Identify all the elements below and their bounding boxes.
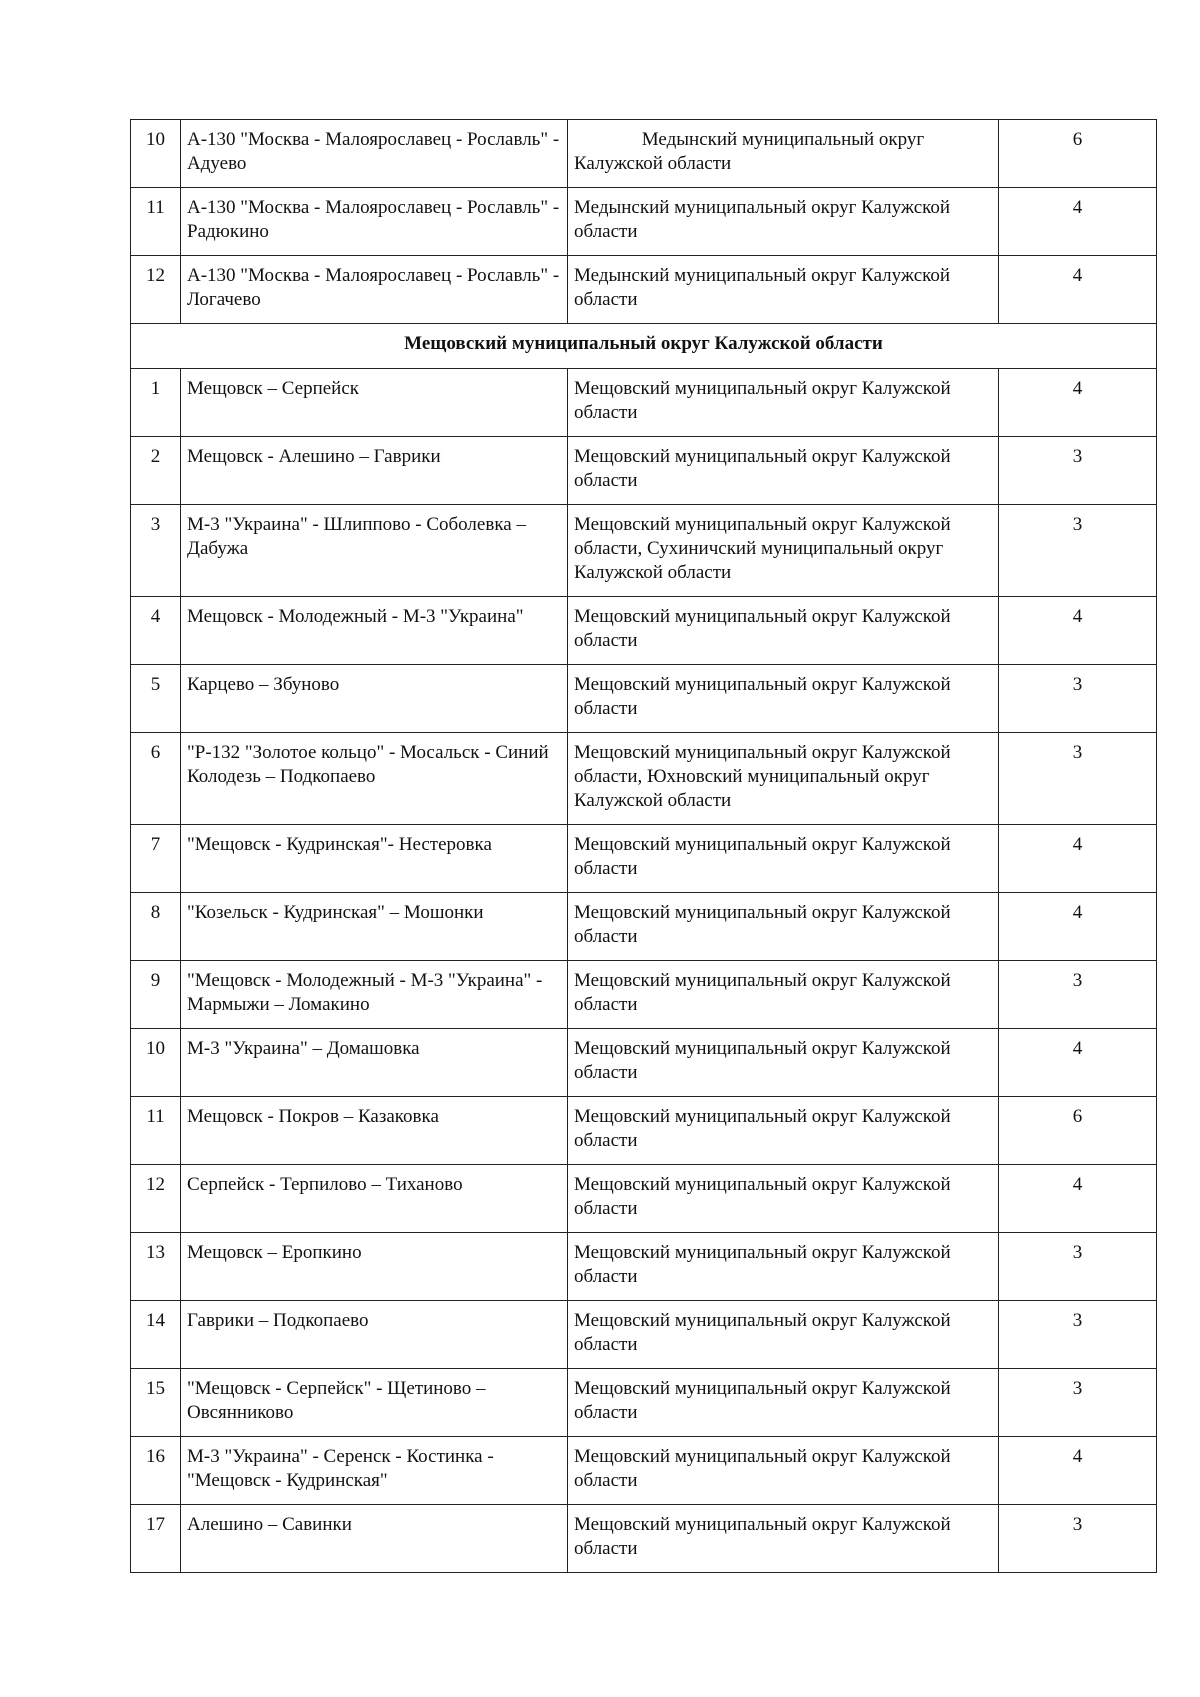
road-value: 3 [999,1233,1157,1301]
road-value: 3 [999,1301,1157,1369]
row-number: 10 [131,1029,181,1097]
road-value: 4 [999,188,1157,256]
route-name: Мещовск – Еропкино [181,1233,568,1301]
section-row [131,324,1157,369]
road-value: 3 [999,733,1157,825]
table-row [131,597,1157,665]
route-name: Гаврики – Подкопаево [181,1301,568,1369]
table-row [131,1369,1157,1437]
row-number: 6 [131,733,181,825]
road-value: 4 [999,825,1157,893]
section-title: Мещовский муниципальный округ Калужской области [131,324,1157,369]
road-value: 3 [999,1505,1157,1573]
district-line: Медынский муниципальный округ [641,129,925,150]
route-name: М-3 "Украина" - Серенск - Костинка - "Мещовск - Кудринская" [181,1437,568,1505]
route-name: М-3 "Украина" - Шлиппово - Соболевка – Дабужа [181,505,568,597]
district-cell: Мещовский муниципальный округ Калужской области [568,1369,999,1437]
table-row [131,120,1157,188]
route-name: Мещовск - Алешино – Гаврики [181,437,568,505]
route-name: Серпейск - Терпилово – Тиханово [181,1165,568,1233]
table-row [131,188,1157,256]
route-name: Мещовск - Молодежный - М-3 "Украина" [181,597,568,665]
route-name: Алешино – Савинки [181,1505,568,1573]
table-row [131,1097,1157,1165]
route-name: "Мещовск - Молодежный - М-3 "Украина" - Мармыжи – Ломакино [181,961,568,1029]
district-cell: Мещовский муниципальный округ Калужской области [568,825,999,893]
route-name: "Мещовск - Серпейск" - Щетиново – Овсянниково [181,1369,568,1437]
table-row [131,1301,1157,1369]
district-cell: Мещовский муниципальный округ Калужской области [568,893,999,961]
row-number: 15 [131,1369,181,1437]
route-name: "Мещовск - Кудринская"- Нестеровка [181,825,568,893]
table-row [131,1165,1157,1233]
district-cell: Мещовский муниципальный округ Калужской области [568,1165,999,1233]
table-row [131,369,1157,437]
table-row [131,437,1157,505]
row-number: 13 [131,1233,181,1301]
district-cell: Мещовский муниципальный округ Калужской области, Сухиничский муниципальный округ Калужской области [568,505,999,597]
road-value: 3 [999,505,1157,597]
district-cell: Мещовский муниципальный округ Калужской области, Юхновский муниципальный округ Калужской области [568,733,999,825]
table-row [131,733,1157,825]
district-cell: Медынский муниципальный округ Калужской области [568,188,999,256]
row-number: 14 [131,1301,181,1369]
table-row [131,665,1157,733]
table-row [131,1505,1157,1573]
road-value: 6 [999,1097,1157,1165]
row-number: 17 [131,1505,181,1573]
road-value: 4 [999,893,1157,961]
road-value: 4 [999,597,1157,665]
district-cell: Мещовский муниципальный округ Калужской области [568,1301,999,1369]
district-cell: Медынский муниципальный округ Калужской области [568,256,999,324]
row-number: 2 [131,437,181,505]
district-line: Калужской области [574,153,732,174]
district-cell: Мещовский муниципальный округ Калужской области [568,597,999,665]
row-number: 12 [131,1165,181,1233]
row-number: 1 [131,369,181,437]
table-row [131,1233,1157,1301]
route-name: "Козельск - Кудринская" – Мошонки [181,893,568,961]
row-number: 8 [131,893,181,961]
row-number: 5 [131,665,181,733]
road-value: 4 [999,256,1157,324]
table-row [131,1437,1157,1505]
table-row [131,961,1157,1029]
roads-table [130,119,1157,1573]
table-row [131,893,1157,961]
road-value: 3 [999,665,1157,733]
row-number: 7 [131,825,181,893]
row-number: 4 [131,597,181,665]
route-name: Карцево – Збуново [181,665,568,733]
document-page [130,119,1156,1573]
district-cell: Мещовский муниципальный округ Калужской области [568,1505,999,1573]
route-name: Мещовск – Серпейск [181,369,568,437]
route-name: "Р-132 "Золотое кольцо" - Мосальск - Синий Колодезь – Подкопаево [181,733,568,825]
road-value: 3 [999,1369,1157,1437]
road-value: 4 [999,1029,1157,1097]
district-cell [568,120,999,188]
road-value: 4 [999,1437,1157,1505]
table-row [131,505,1157,597]
row-number: 11 [131,188,181,256]
route-name: А-130 "Москва - Малоярославец - Рославль" - Радюкино [181,188,568,256]
district-cell: Мещовский муниципальный округ Калужской области [568,961,999,1029]
row-number: 10 [131,120,181,188]
route-name: А-130 "Москва - Малоярославец - Рославль" - Логачево [181,256,568,324]
district-cell: Мещовский муниципальный округ Калужской области [568,665,999,733]
road-value: 4 [999,369,1157,437]
district-cell: Мещовский муниципальный округ Калужской области [568,437,999,505]
table-row [131,256,1157,324]
road-value: 3 [999,437,1157,505]
table-row [131,1029,1157,1097]
road-value: 3 [999,961,1157,1029]
district-cell: Мещовский муниципальный округ Калужской области [568,369,999,437]
district-cell: Мещовский муниципальный округ Калужской области [568,1437,999,1505]
district-cell: Мещовский муниципальный округ Калужской области [568,1029,999,1097]
route-name: М-3 "Украина" – Домашовка [181,1029,568,1097]
row-number: 16 [131,1437,181,1505]
district-cell: Мещовский муниципальный округ Калужской области [568,1097,999,1165]
row-number: 12 [131,256,181,324]
route-name: Мещовск - Покров – Казаковка [181,1097,568,1165]
row-number: 11 [131,1097,181,1165]
road-value: 4 [999,1165,1157,1233]
row-number: 3 [131,505,181,597]
district-cell: Мещовский муниципальный округ Калужской области [568,1233,999,1301]
road-value: 6 [999,120,1157,188]
row-number: 9 [131,961,181,1029]
route-name: А-130 "Москва - Малоярославец - Рославль" - Адуево [181,120,568,188]
table-row [131,825,1157,893]
